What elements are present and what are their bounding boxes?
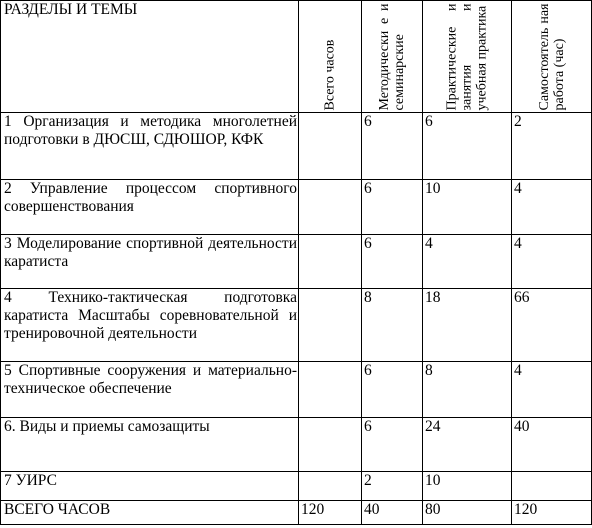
row-total [299, 472, 362, 501]
totals-total: 120 [299, 501, 362, 525]
row-topic: 4 Технико-тактическая подготовка каратиста Масштабы соревновательной и тренировочной деятельности [1, 289, 299, 362]
row-methodical: 6 [362, 418, 423, 472]
row-total [299, 289, 362, 362]
row-topic: 3 Моделирование спортивной деятельности каратиста [1, 235, 299, 289]
row-topic: 1 Организация и методика многолетней подготовки в ДЮСШ, СДЮШОР, КФК [1, 113, 299, 180]
table-row [1, 472, 592, 501]
totals-label: ВСЕГО ЧАСОВ [1, 501, 299, 525]
totals-row [1, 501, 592, 525]
header-sections: РАЗДЕЛЫ И ТЕМЫ [1, 1, 299, 113]
row-practical: 10 [423, 180, 512, 235]
row-practical: 18 [423, 289, 512, 362]
header-practical-text: Практические и занятия и учебная практика [444, 3, 490, 110]
row-topic: 2 Управление процессом спортивного совершенствования [1, 180, 299, 235]
totals-methodical: 40 [362, 501, 423, 525]
table-row [1, 418, 592, 472]
row-practical: 8 [423, 362, 512, 418]
row-methodical: 2 [362, 472, 423, 501]
row-total [299, 113, 362, 180]
row-independent: 4 [512, 235, 592, 289]
row-practical: 24 [423, 418, 512, 472]
row-independent: 40 [512, 418, 592, 472]
row-independent: 4 [512, 180, 592, 235]
row-practical: 4 [423, 235, 512, 289]
totals-independent: 120 [512, 501, 592, 525]
table-row [1, 362, 592, 418]
row-total [299, 235, 362, 289]
row-topic: 5 Спортивные сооружения и материально-техническое обеспечение [1, 362, 299, 418]
row-independent: 4 [512, 362, 592, 418]
header-total-hours-text: Всего часов [322, 39, 338, 110]
row-total [299, 362, 362, 418]
row-topic: 7 УИРС [1, 472, 299, 501]
row-methodical: 8 [362, 289, 423, 362]
row-independent: 2 [512, 113, 592, 180]
header-independent-text: Самостоятель ная работа (час) [536, 3, 567, 110]
header-methodical-text: Методически е и семинарские [377, 3, 407, 110]
row-topic: 6. Виды и приемы самозащиты [1, 418, 299, 472]
row-methodical: 6 [362, 362, 423, 418]
header-independent [512, 1, 592, 113]
row-total [299, 180, 362, 235]
header-practical [423, 1, 512, 113]
table-row [1, 180, 592, 235]
header-methodical [362, 1, 423, 113]
row-independent [512, 472, 592, 501]
table-row [1, 289, 592, 362]
header-total-hours [299, 1, 362, 113]
row-practical: 6 [423, 113, 512, 180]
row-practical: 10 [423, 472, 512, 501]
row-methodical: 6 [362, 180, 423, 235]
row-methodical: 6 [362, 235, 423, 289]
row-methodical: 6 [362, 113, 423, 180]
table-row [1, 235, 592, 289]
header-row [1, 1, 592, 113]
totals-practical: 80 [423, 501, 512, 525]
row-total [299, 418, 362, 472]
table-row [1, 113, 592, 180]
row-independent: 66 [512, 289, 592, 362]
